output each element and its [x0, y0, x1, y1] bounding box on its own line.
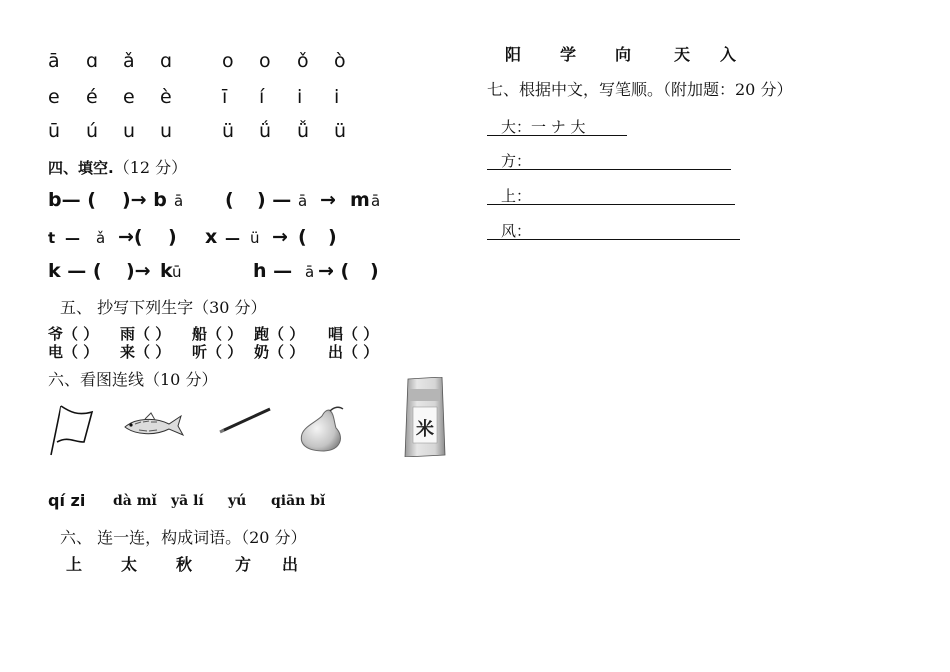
copy-char: 跑 — [254, 325, 270, 343]
answer-blank[interactable]: （ ） — [269, 325, 305, 343]
vowel-glyph: ü — [222, 120, 235, 142]
vowel-glyph: ü — [334, 120, 347, 142]
vowel-glyph: e — [123, 86, 135, 108]
fill-token: ( — [298, 226, 307, 248]
vowel-glyph: ú — [86, 120, 99, 142]
pinyin-word: dà mǐ — [113, 493, 157, 509]
vowel-glyph: ǎ — [123, 50, 135, 72]
fill-token: ā — [305, 263, 315, 281]
vowel-glyph: ɑ — [160, 50, 173, 72]
copy-char-cell — [120, 341, 170, 362]
section-5-title: 五、 抄写下列生字（30 分） — [60, 298, 267, 317]
word-char: 向 — [615, 45, 632, 64]
vowel-glyph: ī — [222, 86, 228, 108]
fill-token: k — [160, 260, 173, 282]
answer-blank[interactable]: （ ） — [269, 343, 305, 361]
stroke-order-line: 风： — [487, 220, 740, 240]
fill-token: ) — — [257, 189, 292, 211]
vowel-glyph: é — [86, 86, 98, 108]
copy-char: 电 — [48, 343, 64, 361]
vowel-glyph: i — [297, 86, 303, 108]
copy-char-cell — [254, 341, 304, 362]
copy-char-cell — [328, 341, 378, 362]
copy-char-cell — [192, 341, 242, 362]
word-char: 天 — [674, 45, 691, 64]
fill-token: — — [225, 229, 240, 247]
vowel-glyph: ū — [48, 120, 61, 142]
fill-token: x — [205, 226, 218, 248]
answer-blank[interactable]: （ ） — [343, 325, 379, 343]
word-char: 入 — [720, 45, 737, 64]
fill-token: ) — [168, 226, 177, 248]
vowel-glyph: ǘ — [259, 120, 272, 142]
answer-blank[interactable]: （ ） — [135, 325, 171, 343]
copy-char: 唱 — [328, 325, 344, 343]
fill-token: ā — [298, 192, 308, 210]
answer-blank[interactable]: （ ） — [343, 343, 379, 361]
vowel-glyph: è — [160, 86, 172, 108]
fill-token: ) — [370, 260, 379, 282]
rice-bag-label: 米 — [416, 419, 434, 440]
vowel-glyph: í — [259, 86, 265, 108]
copy-char: 听 — [192, 343, 208, 361]
fish-picture — [121, 410, 185, 440]
fill-token: ā — [174, 192, 184, 210]
answer-blank[interactable]: （ ） — [63, 325, 99, 343]
fill-token: b— ( — [48, 189, 96, 211]
copy-char: 爷 — [48, 325, 64, 343]
copy-char: 出 — [328, 343, 344, 361]
fill-token: ( — [225, 189, 234, 211]
fill-token: →( — [118, 226, 143, 248]
section-6-picture-title: 六、看图连线（10 分） — [48, 370, 218, 389]
flag-picture — [48, 402, 98, 458]
vowel-glyph: ǚ — [297, 120, 310, 142]
answer-blank[interactable]: （ ） — [63, 343, 99, 361]
copy-char: 船 — [192, 325, 208, 343]
word-char: 学 — [560, 45, 577, 64]
word-char: 出 — [282, 555, 299, 574]
fill-token: ū — [172, 263, 182, 281]
fill-token: h — — [253, 260, 293, 282]
fill-token: ) — [328, 226, 337, 248]
word-char: 太 — [121, 555, 138, 574]
word-char: 上 — [66, 555, 83, 574]
fill-token: k — ( — [48, 260, 102, 282]
pinyin-word: yā lí — [171, 493, 204, 509]
fill-token: ü — [250, 229, 260, 247]
word-char: 秋 — [176, 555, 193, 574]
pencil-picture — [218, 405, 274, 435]
vowel-glyph: ɑ — [86, 50, 99, 72]
section-4-heading — [48, 155, 187, 178]
word-char: 阳 — [505, 45, 522, 64]
pinyin-word: qí zi — [48, 491, 86, 510]
section-6-words-title: 六、 连一连，构成词语。（20 分） — [60, 528, 307, 547]
pear-picture — [296, 404, 348, 454]
pinyin-word: yú — [228, 493, 247, 509]
fill-token: → — [320, 189, 336, 211]
stroke-order-line: 方： — [487, 150, 731, 170]
vowel-glyph: o — [222, 50, 234, 72]
fill-token: t — [48, 229, 56, 247]
stroke-order-line: 上： — [487, 185, 735, 205]
vowel-glyph: ò — [334, 50, 346, 72]
fill-token: )→ — [126, 260, 151, 282]
vowel-glyph: u — [123, 120, 136, 142]
section-4-score: （12 分） — [113, 158, 188, 177]
copy-char-cell — [48, 341, 98, 362]
fill-token: m — [350, 189, 370, 211]
vowel-glyph: ǒ — [297, 50, 309, 72]
fill-token: → — [272, 226, 288, 248]
vowel-glyph: u — [160, 120, 173, 142]
copy-char: 奶 — [254, 343, 270, 361]
copy-char: 雨 — [120, 325, 136, 343]
fill-token: ā — [371, 192, 381, 210]
fill-token: ǎ — [96, 229, 106, 247]
pinyin-word: qiān bǐ — [271, 493, 326, 509]
answer-blank[interactable]: （ ） — [207, 325, 243, 343]
section-4-title: 四、填空. — [48, 159, 114, 177]
section-7-title: 七、根据中文，写笔顺。（附加题：20 分） — [487, 80, 793, 99]
fill-token: — — [65, 229, 80, 247]
word-char: 方 — [235, 555, 252, 574]
fill-token: )→ b — [122, 189, 167, 211]
vowel-glyph: e — [48, 86, 60, 108]
answer-blank[interactable]: （ ） — [135, 343, 171, 361]
answer-blank[interactable]: （ ） — [207, 343, 243, 361]
rice-bag-picture — [404, 377, 446, 457]
vowel-glyph: ā — [48, 50, 60, 72]
stroke-order-line: 大：一 ナ 大 — [487, 116, 627, 136]
vowel-glyph: i — [334, 86, 340, 108]
vowel-glyph: o — [259, 50, 271, 72]
fill-token: → ( — [318, 260, 350, 282]
copy-char: 来 — [120, 343, 136, 361]
